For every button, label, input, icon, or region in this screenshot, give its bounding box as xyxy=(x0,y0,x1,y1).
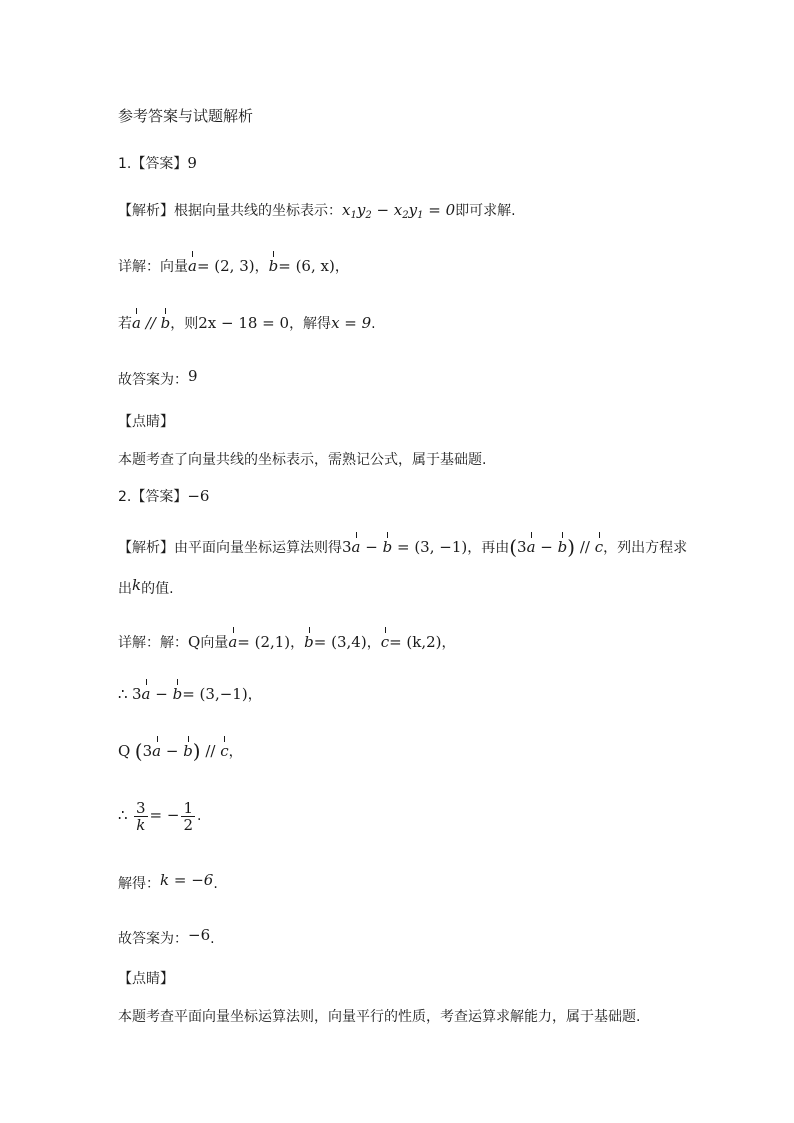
q1-final-label: 故答案为： xyxy=(118,372,188,388)
page-title: 参考答案与试题解析 xyxy=(118,107,254,125)
q2-a-val: = (2,1) xyxy=(237,633,291,651)
q2-k-eq: k = −6 xyxy=(160,871,214,889)
q2-point-text: 本题考查平面向量坐标运算法则，向量平行的性质，考查运算求解能力，属于基础题. xyxy=(118,1009,641,1025)
q2-analysis-text2: ，再由 xyxy=(467,540,510,556)
therefore-symbol: ∴ xyxy=(118,685,128,703)
q2-analysis-text4: 出 xyxy=(118,581,132,597)
q1-analysis-tail: 即可求解. xyxy=(455,203,516,219)
q1-if-label: 若 xyxy=(118,316,132,332)
vector-a-symbol: a xyxy=(228,633,238,651)
q2-step1-line: ∴ 3a − b= (3,−1)， xyxy=(118,685,262,703)
vector-b-symbol: b xyxy=(268,257,279,275)
therefore-symbol: ∴ xyxy=(118,806,128,824)
q1-answer-label: 1.【答案】 xyxy=(118,156,188,172)
q2-detail-line: 详解：解：Q向量a= (2,1)，b= (3,4)，c= (k,2)， xyxy=(118,633,456,651)
q2-analysis-line1 xyxy=(118,537,687,558)
q2-answer-label: 2.【答案】 xyxy=(118,489,188,505)
frac-den: k xyxy=(136,815,146,834)
q1-then-label: ，则 xyxy=(170,316,199,332)
q1-answer-line xyxy=(118,153,197,174)
q1-analysis-label: 【解析】 xyxy=(118,203,174,219)
q2-analysis-line2 xyxy=(118,575,174,599)
q1-if-line xyxy=(118,313,376,334)
fraction-1-over-2 xyxy=(181,800,195,833)
fraction-3-over-k xyxy=(134,800,148,833)
q2-step2-line xyxy=(118,741,243,762)
q1-final-line xyxy=(118,366,198,390)
q1-analysis-text: 根据向量共线的坐标表示： xyxy=(174,203,342,219)
q2-analysis-text5: 的值. xyxy=(141,581,174,597)
q2-parallel-expr: (3a − b) // c xyxy=(509,535,604,559)
vector-c-symbol: c xyxy=(380,633,390,651)
q2-solve-line: 解得：k = −6. xyxy=(118,871,218,892)
q1-detail-label: 详解：向量 xyxy=(118,259,188,275)
q1-parallel-expr: a // b xyxy=(132,314,171,332)
q1-formula: $x_1y_2 - x_2y_1 = 0$ xyxy=(342,201,456,221)
q2-frac-line: ∴ $\frac{3}{k}$ = − $\frac{1}{2}$ . xyxy=(118,798,202,834)
period: . xyxy=(371,316,376,332)
comma: ， xyxy=(254,259,269,275)
q2-final-value: −6 xyxy=(188,926,211,944)
because-symbol: Q xyxy=(188,633,201,651)
q2-final-line: 故答案为：−6. xyxy=(118,926,215,947)
q1-point-label: 【点睛】 xyxy=(118,414,174,430)
q2-answer-value: −6 xyxy=(187,487,210,505)
q1-vec-b-value: = (6, x) xyxy=(278,257,335,275)
q1-analysis-line xyxy=(118,200,516,226)
q2-expr-3a-b: 3a − b = (3, −1) xyxy=(342,538,468,556)
q2-analysis-text3: ，列出方程求 xyxy=(603,540,688,556)
q1-eq1: 2x − 18 = 0 xyxy=(198,314,290,332)
q2-final-label: 故答案为： xyxy=(118,931,188,947)
q2-detail-label: 详解：解： xyxy=(118,635,188,651)
q2-step2-expr: (3a − b) // c xyxy=(134,739,229,763)
q1-detail-line xyxy=(118,256,349,277)
q1-x-eq: x = 9 xyxy=(331,314,372,332)
q2-point-label: 【点睛】 xyxy=(118,971,174,987)
q2-vec-label: 向量 xyxy=(200,635,229,651)
frac-num: 3 xyxy=(136,798,146,817)
frac-den: 2 xyxy=(183,815,193,834)
comma: ， xyxy=(334,259,349,275)
q2-c-val: = (k,2) xyxy=(389,633,442,651)
q1-solve-label: ，解得 xyxy=(289,316,332,332)
q2-analysis-label: 【解析】 xyxy=(118,540,174,556)
q2-step2-tail: ， xyxy=(228,744,243,760)
q2-step1: = (3,−1) xyxy=(182,685,248,703)
q2-solve-label: 解得： xyxy=(118,876,160,892)
vector-a-symbol: a xyxy=(188,257,197,275)
q2-k-var: k xyxy=(132,576,142,594)
frac-eq: = − xyxy=(149,806,180,824)
q1-answer-value: 9 xyxy=(187,154,197,172)
q1-vec-a-value: = (2, 3) xyxy=(196,257,255,275)
vector-b-symbol: b xyxy=(304,633,314,651)
q2-answer-line xyxy=(118,486,209,507)
q1-point-text: 本题考查了向量共线的坐标表示，需熟记公式，属于基础题. xyxy=(118,452,487,468)
q2-analysis-text1: 由平面向量坐标运算法则得 xyxy=(174,540,342,556)
q2-b-val: = (3,4) xyxy=(313,633,367,651)
because-symbol: Q xyxy=(118,742,131,760)
frac-num: 1 xyxy=(183,798,193,817)
q1-final-value: 9 xyxy=(188,367,198,385)
q2-step1-lhs: 3a − b xyxy=(132,685,183,703)
